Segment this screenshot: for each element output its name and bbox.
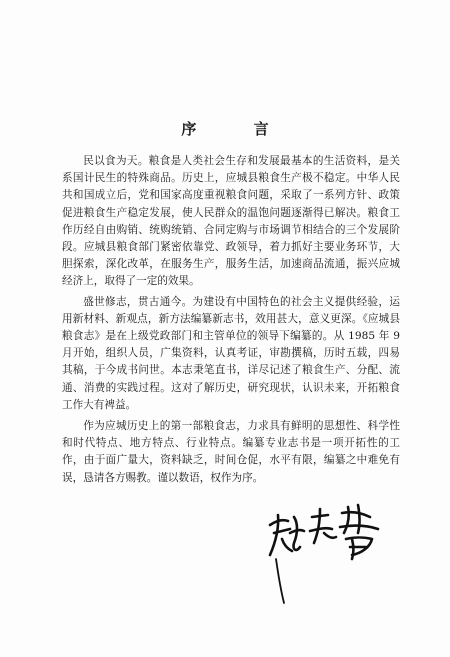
handwritten-signature xyxy=(262,503,392,613)
preface-body xyxy=(62,153,400,487)
paragraph-3: 作为应城历史上的第一部粮食志，力求具有鲜明的思想性、科学性和时代特点、地方特点、行业特点。编纂专业志书是一项开拓性的工作，由于面广量大，资料缺乏，时间仓促，水平有限，编纂之中难免有误，恳请各方赐教。谨以数语，权作为序。 xyxy=(62,420,400,484)
page-title: 序 言 xyxy=(181,120,295,138)
paragraph-2: 盛世修志，贯古通今。为建设有中国特色的社会主义提供经验，运用新材料、新观点，新方法编纂新志书，效用甚大，意义更深。《应城县粮食志》是在上级党政部门和主管单位的领导下编纂的。从 1985 年 9 月开始，组织人员，广集资料，认真考证，审勘撰稿，历时五载，四易其稿，于今成书问世。本志秉笔直书，详尽记述了粮食生产、分配、流通、消费的实践过程。这对了解历史，研究现状，认识未来，开拓粮食工作大有裨益。 xyxy=(62,295,400,411)
signature-image xyxy=(262,503,392,613)
paragraph-1: 民以食为天。粮食是人类社会生存和发展最基本的生活资料，是关系国计民生的特殊商品。历史上，应城县粮食生产极不稳定。中华人民共和国成立后，党和国家高度重视粮食问题，采取了一系列方针、政策促进粮食生产稳定发展，使人民群众的温饱问题逐渐得已解决。粮食工作历经自由购销、统购统销、合同定购与市场调节相结合的三个发展阶段。应城县粮食部门紧密依靠党、政领导，着力抓好主要业务环节，大胆探索，深化改革，在服务生产，服务生活，加速商品流通，振兴应城经济上，取得了一定的效果。 xyxy=(62,155,400,288)
